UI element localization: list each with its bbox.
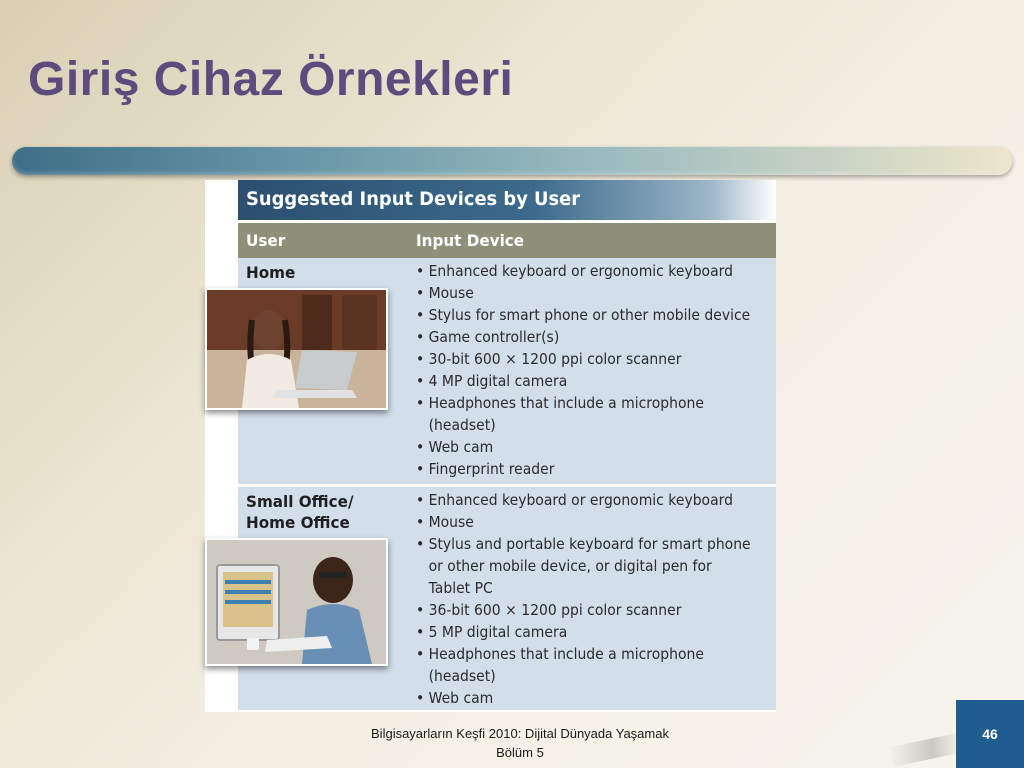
table-header-row <box>238 223 776 258</box>
title-underline-bar <box>12 147 1012 175</box>
table-title-bar <box>238 180 776 220</box>
list-item-line: (headset) <box>428 667 496 685</box>
footer-line-2: Bölüm 5 <box>496 745 544 760</box>
home-user-photo <box>205 288 388 410</box>
list-item: • 30-bit 600 × 1200 ppi color scanner <box>416 348 750 370</box>
list-item: • Mouse <box>416 282 750 304</box>
row-label-line1: Small Office/ <box>246 492 354 511</box>
list-item: • 5 MP digital camera <box>416 621 751 643</box>
list-item: • 36-bit 600 × 1200 ppi color scanner <box>416 599 751 621</box>
row-label-line2: Home Office <box>246 513 350 532</box>
list-item: • Enhanced keyboard or ergonomic keyboard <box>416 489 751 511</box>
list-item: • 4 MP digital camera <box>416 370 750 392</box>
table-title: Suggested Input Devices by User <box>246 188 581 210</box>
column-header-user: User <box>246 231 286 250</box>
footer-line-1: Bilgisayarların Keşfi 2010: Dijital Dünyada Yaşamak <box>371 726 669 741</box>
list-item: • Mouse <box>416 511 751 533</box>
list-item <box>416 533 751 599</box>
decorative-swoosh <box>889 733 962 767</box>
list-item-line: or other mobile device, or digital pen for <box>428 557 712 575</box>
list-item: • Stylus for smart phone or other mobile device <box>416 304 750 326</box>
list-item <box>416 392 750 436</box>
man-computer-illustration <box>207 540 386 664</box>
office-user-photo <box>205 538 388 666</box>
office-device-list <box>416 489 788 709</box>
list-item: • Web cam <box>416 687 751 709</box>
list-item: • Web cam <box>416 436 750 458</box>
slide-title: Giriş Cihaz Örnekleri <box>28 53 514 106</box>
page-number: 46 <box>982 726 998 742</box>
list-item-line: • Stylus and portable keyboard for smart phone <box>428 535 751 553</box>
list-item: • Fingerprint reader <box>416 458 750 480</box>
home-device-list <box>416 260 787 480</box>
list-item: • Enhanced keyboard or ergonomic keyboard <box>416 260 750 282</box>
input-devices-table <box>205 180 776 712</box>
column-header-input-device: Input Device <box>416 231 525 250</box>
list-item <box>416 643 751 687</box>
list-item-line: Tablet PC <box>428 579 493 597</box>
page-number-box <box>956 700 1024 768</box>
list-item: • Game controller(s) <box>416 326 750 348</box>
slide-footer <box>320 724 720 762</box>
list-item-line: • Headphones that include a microphone <box>428 645 704 663</box>
list-item-line: (headset) <box>428 416 496 434</box>
list-item-line: • Headphones that include a microphone <box>428 394 704 412</box>
row-label-home: Home <box>246 263 296 282</box>
row-label-small-office <box>246 491 353 533</box>
woman-laptop-illustration <box>207 290 386 408</box>
